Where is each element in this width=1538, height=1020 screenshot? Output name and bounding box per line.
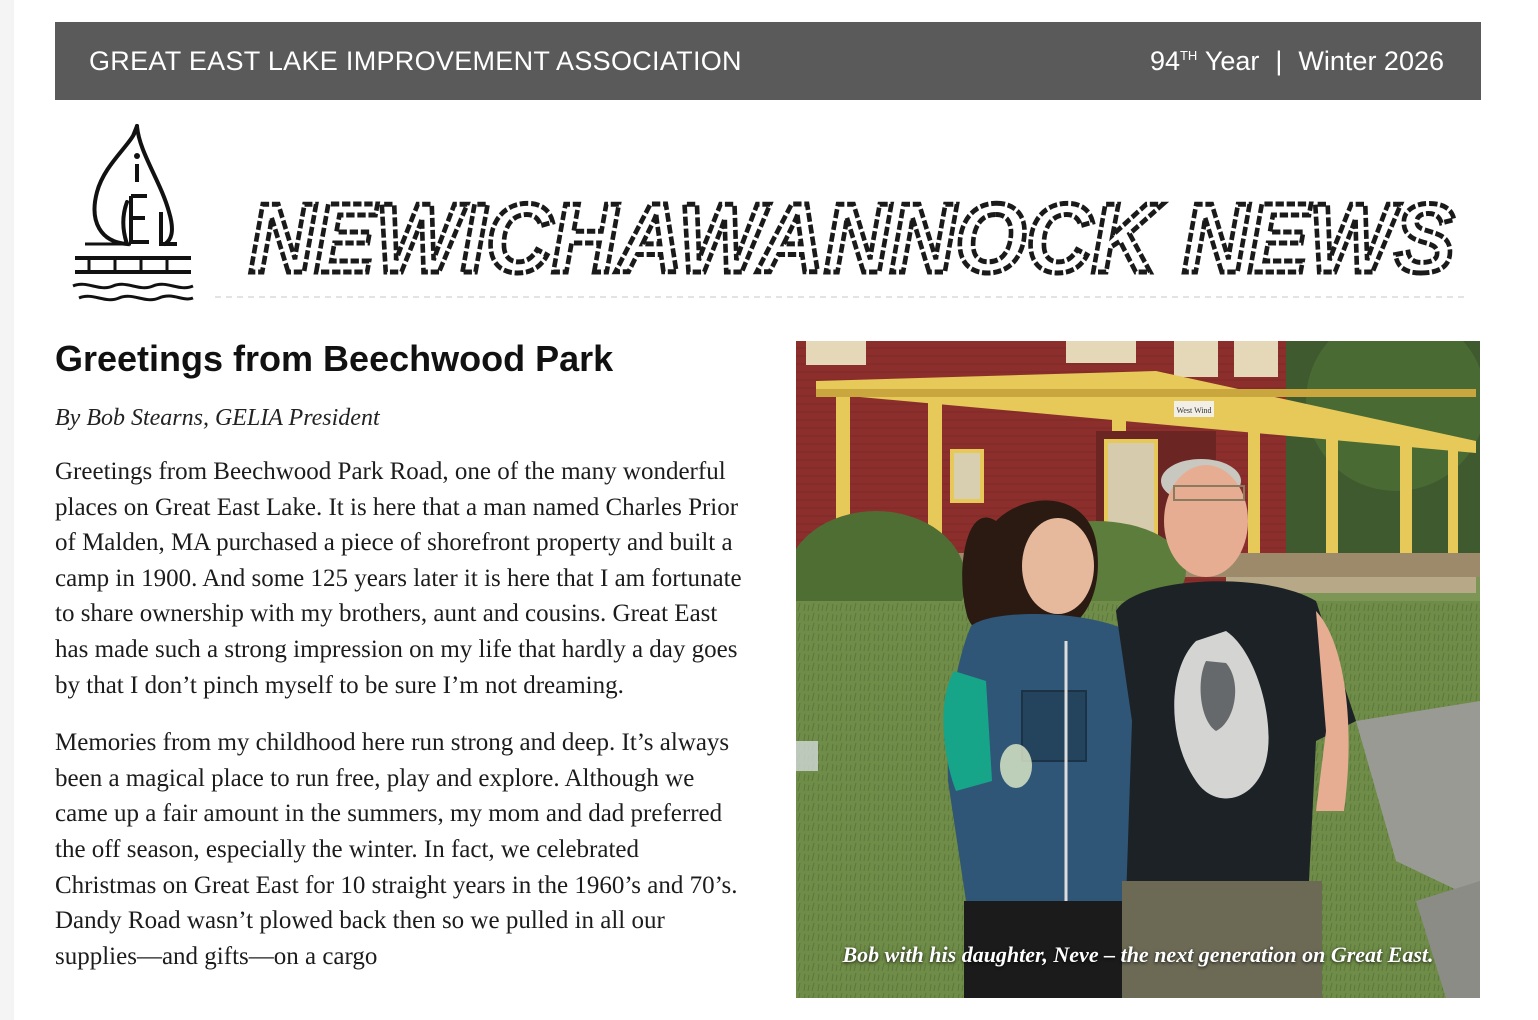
year-number: 94 (1149, 45, 1180, 76)
article-headline: Greetings from Beechwood Park (55, 338, 614, 379)
article-paragraph: Memories from my childhood here run strong and deep. It’s always been a magical place to run free, play and explore. Although we came up a fair amount in the summers, my mom and dad preferred the off season, especially the winter. In fact, we celebrated Christmas on Great East for 10 straight years in the 1960’s and 70’s. Dandy Road wasn’t plowed back then so we pulled in all our supplies—and gifts—on a cargo (55, 729, 738, 970)
masthead (55, 110, 1481, 302)
organization-name: GREAT EAST LAKE IMPROVEMENT ASSOCIATION (89, 45, 742, 76)
photo-caption: Bob with his daughter, Neve – the next generation on Great East. (842, 942, 1434, 967)
photo-illustration (796, 341, 1480, 998)
page-gutter (0, 0, 14, 1020)
masthead-divider (215, 296, 1465, 298)
year-suffix: TH (1179, 47, 1198, 63)
issue-separator: | (1275, 45, 1283, 76)
article-paragraph: Greetings from Beechwood Park Road, one of the many wonderful places on Great East Lake. It is here that a man named Charles Prior of Malden, MA purchased a piece of shorefront property and built a camp in 1900. And some 125 years later it is here that I am fortunate to share ownership with my brothers, aunt and cousins. Great East has made such a strong impression on my life that hardly a day goes by that I don’t pinch myself to be sure I’m not dreaming. (55, 458, 742, 699)
issue-season: Winter 2026 (1298, 45, 1444, 76)
year-word: Year (1204, 45, 1260, 76)
gelia-logo-icon (65, 122, 201, 302)
article-byline: By Bob Stearns, GELIA President (55, 405, 380, 431)
newsletter-title-banner (245, 188, 1459, 288)
article-body (55, 454, 745, 974)
issue-info (1150, 46, 1444, 77)
article (55, 330, 745, 974)
newsletter-title: NEWICHAWANNOCK NEWS (249, 188, 1455, 288)
cabin-sign-text: West Wind (1176, 406, 1212, 415)
newsletter-header-bar (55, 22, 1481, 100)
article-photo (796, 341, 1480, 998)
